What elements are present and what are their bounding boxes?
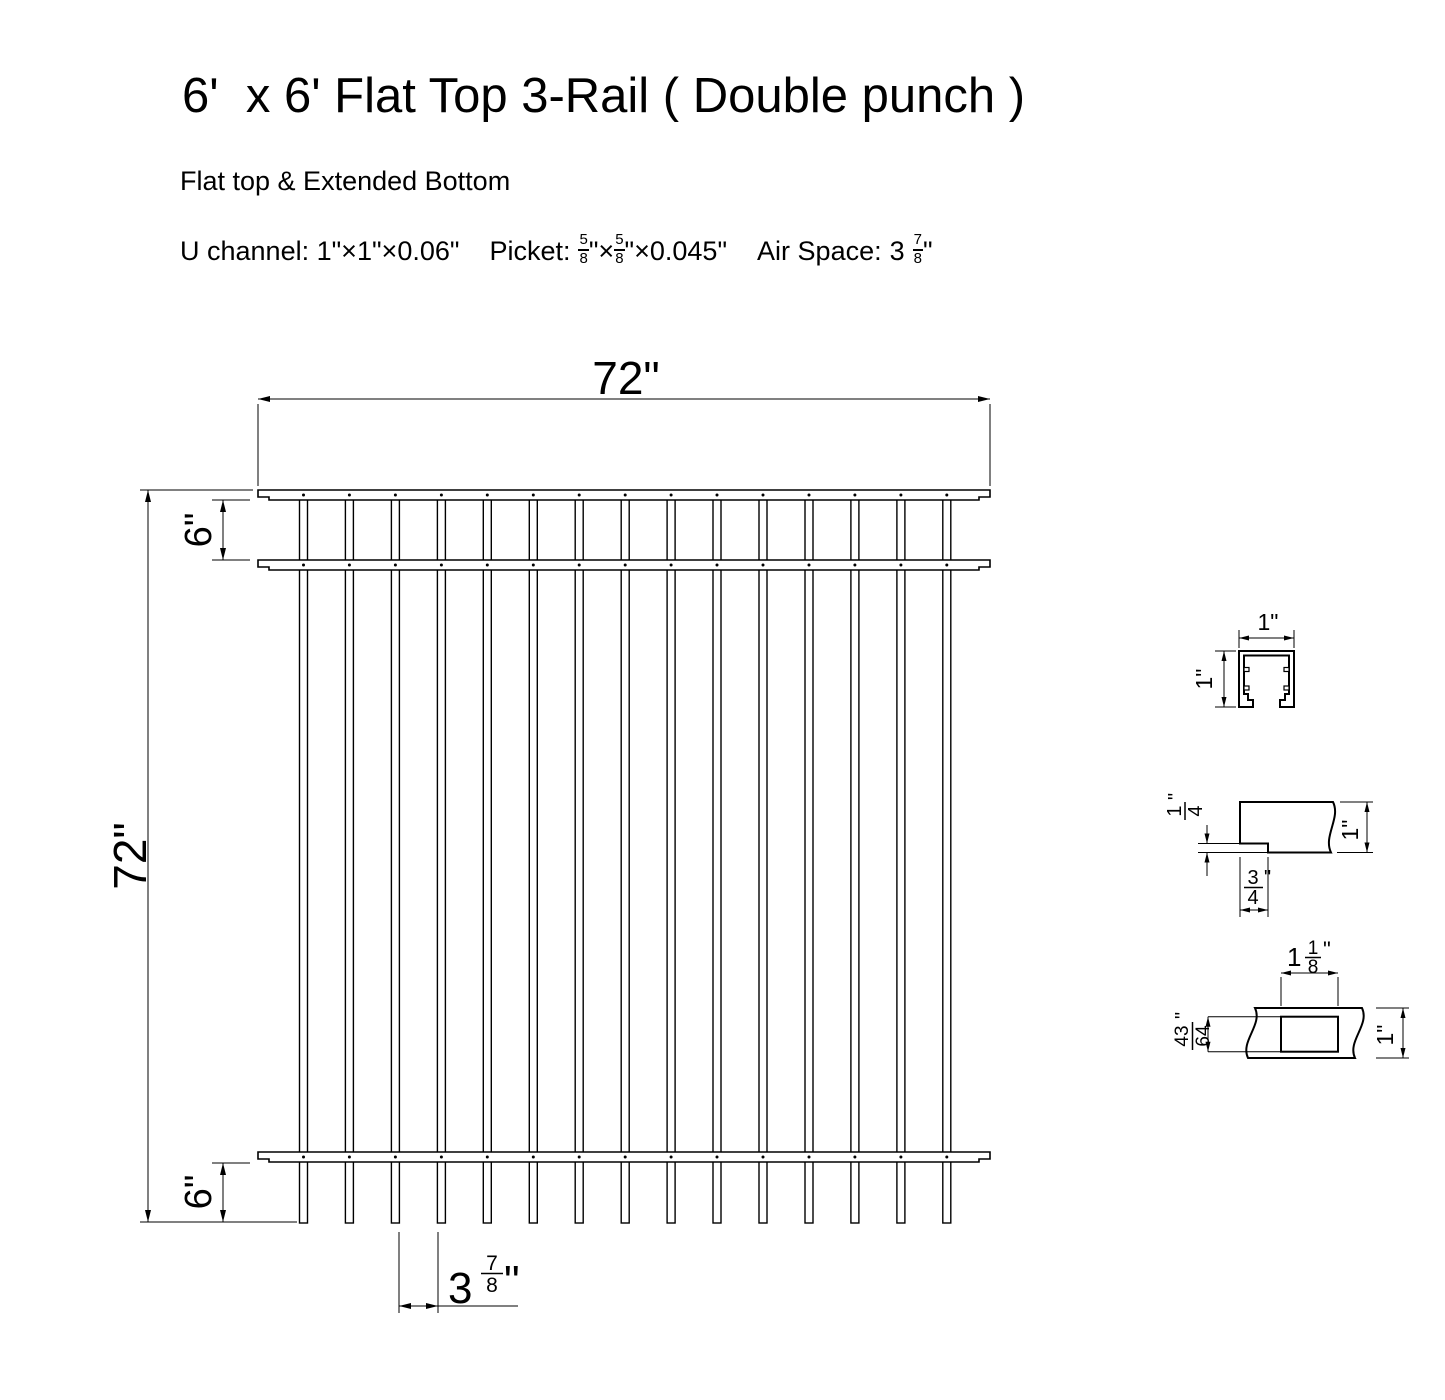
svg-text:3: 3 xyxy=(1247,867,1259,889)
rivet-dot xyxy=(853,494,856,497)
rivet-dot xyxy=(762,494,765,497)
rivet-dot xyxy=(302,564,305,567)
svg-text:": " xyxy=(1323,937,1331,962)
rivet-dot xyxy=(578,494,581,497)
svg-text:": " xyxy=(1172,1011,1194,1019)
rivet-dot xyxy=(348,494,351,497)
punch-width-label xyxy=(1287,937,1331,978)
notch-depth-label xyxy=(1164,793,1207,820)
spec-air-whole: 3 xyxy=(889,236,905,266)
rivet-dot xyxy=(762,1156,765,1159)
rivet-dot xyxy=(670,564,673,567)
dim-bottom-extension: 6" xyxy=(178,1174,220,1210)
rivet-dot xyxy=(394,564,397,567)
svg-text:": " xyxy=(1165,792,1187,800)
air-space-unit: " xyxy=(504,1257,520,1306)
rivet-dot xyxy=(578,564,581,567)
dim-panel-height: 72" xyxy=(104,822,156,890)
svg-text:1: 1 xyxy=(1164,805,1186,817)
spec-picket-separator: "× xyxy=(588,236,615,266)
rivet-dot xyxy=(486,1156,489,1159)
dim-panel-width: 72" xyxy=(592,352,660,404)
rivet-dot xyxy=(440,494,443,497)
picket xyxy=(851,496,859,1223)
picket xyxy=(759,496,767,1223)
channel-rib xyxy=(1244,668,1249,672)
notch-rail-height-label: 1" xyxy=(1337,819,1363,841)
punch-rail-height-label: 1" xyxy=(1372,1024,1398,1046)
picket xyxy=(667,496,675,1223)
picket xyxy=(621,496,629,1223)
rivet-dot xyxy=(302,494,305,497)
rivet-dot xyxy=(808,1156,811,1159)
svg-text:4: 4 xyxy=(1185,805,1207,817)
punch-hole xyxy=(1281,1017,1338,1052)
picket xyxy=(345,496,353,1223)
page-title: 6' x 6' Flat Top 3-Rail ( Double punch ) xyxy=(182,69,1026,123)
notch-width-label xyxy=(1244,867,1271,909)
rivet-dot xyxy=(670,494,673,497)
rivet-dot xyxy=(899,564,902,567)
pickets xyxy=(300,496,951,1223)
rivet-dot xyxy=(302,1156,305,1159)
rivet-dot xyxy=(853,564,856,567)
spec-air-label: Air Space: xyxy=(757,236,882,266)
picket xyxy=(391,496,399,1223)
rivet-dot xyxy=(716,564,719,567)
dimension-lines xyxy=(140,396,990,1313)
rivet-dot xyxy=(899,1156,902,1159)
picket xyxy=(483,496,491,1223)
rivet-dot xyxy=(808,564,811,567)
picket xyxy=(575,496,583,1223)
svg-text:8: 8 xyxy=(1307,957,1319,978)
rivet-dot xyxy=(762,564,765,567)
spec-picket-label: Picket: xyxy=(489,236,571,266)
rivet-dot xyxy=(394,494,397,497)
svg-text:1: 1 xyxy=(1287,942,1302,972)
air-space-denominator: 8 xyxy=(486,1274,498,1297)
rivet-dot xyxy=(899,494,902,497)
picket xyxy=(897,496,905,1223)
picket xyxy=(437,496,445,1223)
dim-air-space xyxy=(448,1252,520,1313)
subtitle: Flat top & Extended Bottom xyxy=(180,166,511,196)
detail-rail-notch xyxy=(1164,793,1373,917)
rivet-dot xyxy=(945,1156,948,1159)
spec-air-fraction: $\frac{7}{8}$ xyxy=(913,231,922,267)
picket xyxy=(713,496,721,1223)
rivet-dot xyxy=(486,564,489,567)
picket xyxy=(943,496,951,1223)
channel-rib xyxy=(1284,668,1289,672)
rivet-dot xyxy=(440,1156,443,1159)
svg-text:43: 43 xyxy=(1172,1025,1193,1047)
rivet-dot xyxy=(670,1156,673,1159)
dim-top-rail-gap: 6" xyxy=(178,512,220,548)
picket xyxy=(529,496,537,1223)
rivet-dot xyxy=(945,494,948,497)
svg-text:": " xyxy=(1264,867,1272,889)
rivet-dot xyxy=(348,564,351,567)
spec-air-unit: " xyxy=(922,236,933,266)
picket xyxy=(300,496,308,1223)
channel-rib xyxy=(1244,686,1249,690)
svg-text:4: 4 xyxy=(1247,887,1259,909)
rivet-dot xyxy=(532,564,535,567)
rivet-dot xyxy=(808,494,811,497)
spec-picket-fraction-a: $\frac{5}{8}$ xyxy=(579,231,588,267)
spec-u-channel: U channel: 1"×1"×0.06" xyxy=(180,236,460,266)
detail-rail-punch xyxy=(1172,937,1409,1058)
svg-text:64: 64 xyxy=(1193,1025,1214,1047)
rivet-dot xyxy=(486,494,489,497)
spec-picket-fraction-b: $\frac{5}{8}$ xyxy=(615,231,624,267)
rivet-dot xyxy=(716,494,719,497)
air-space-whole: 3 xyxy=(448,1264,473,1313)
svg-text:1: 1 xyxy=(1307,938,1319,959)
channel-rib xyxy=(1284,686,1289,690)
rivet-dot xyxy=(532,494,535,497)
rivet-dot xyxy=(578,1156,581,1159)
picket xyxy=(805,496,813,1223)
rivet-dot xyxy=(624,564,627,567)
rivet-dot xyxy=(532,1156,535,1159)
rivet-dot xyxy=(945,564,948,567)
detail-u-channel xyxy=(1191,609,1294,707)
u-channel-height-label: 1" xyxy=(1191,668,1217,690)
rivet-dot xyxy=(624,1156,627,1159)
rivet-dot xyxy=(624,494,627,497)
spec-picket-tail: "×0.045" xyxy=(624,236,728,266)
u-channel-width-label: 1" xyxy=(1257,609,1279,635)
rivet-dot xyxy=(716,1156,719,1159)
rivet-dot xyxy=(394,1156,397,1159)
rivet-dot xyxy=(853,1156,856,1159)
air-space-numerator: 7 xyxy=(486,1252,498,1275)
rivet-dot xyxy=(348,1156,351,1159)
rivet-dot xyxy=(440,564,443,567)
fence-panel xyxy=(258,490,990,1223)
